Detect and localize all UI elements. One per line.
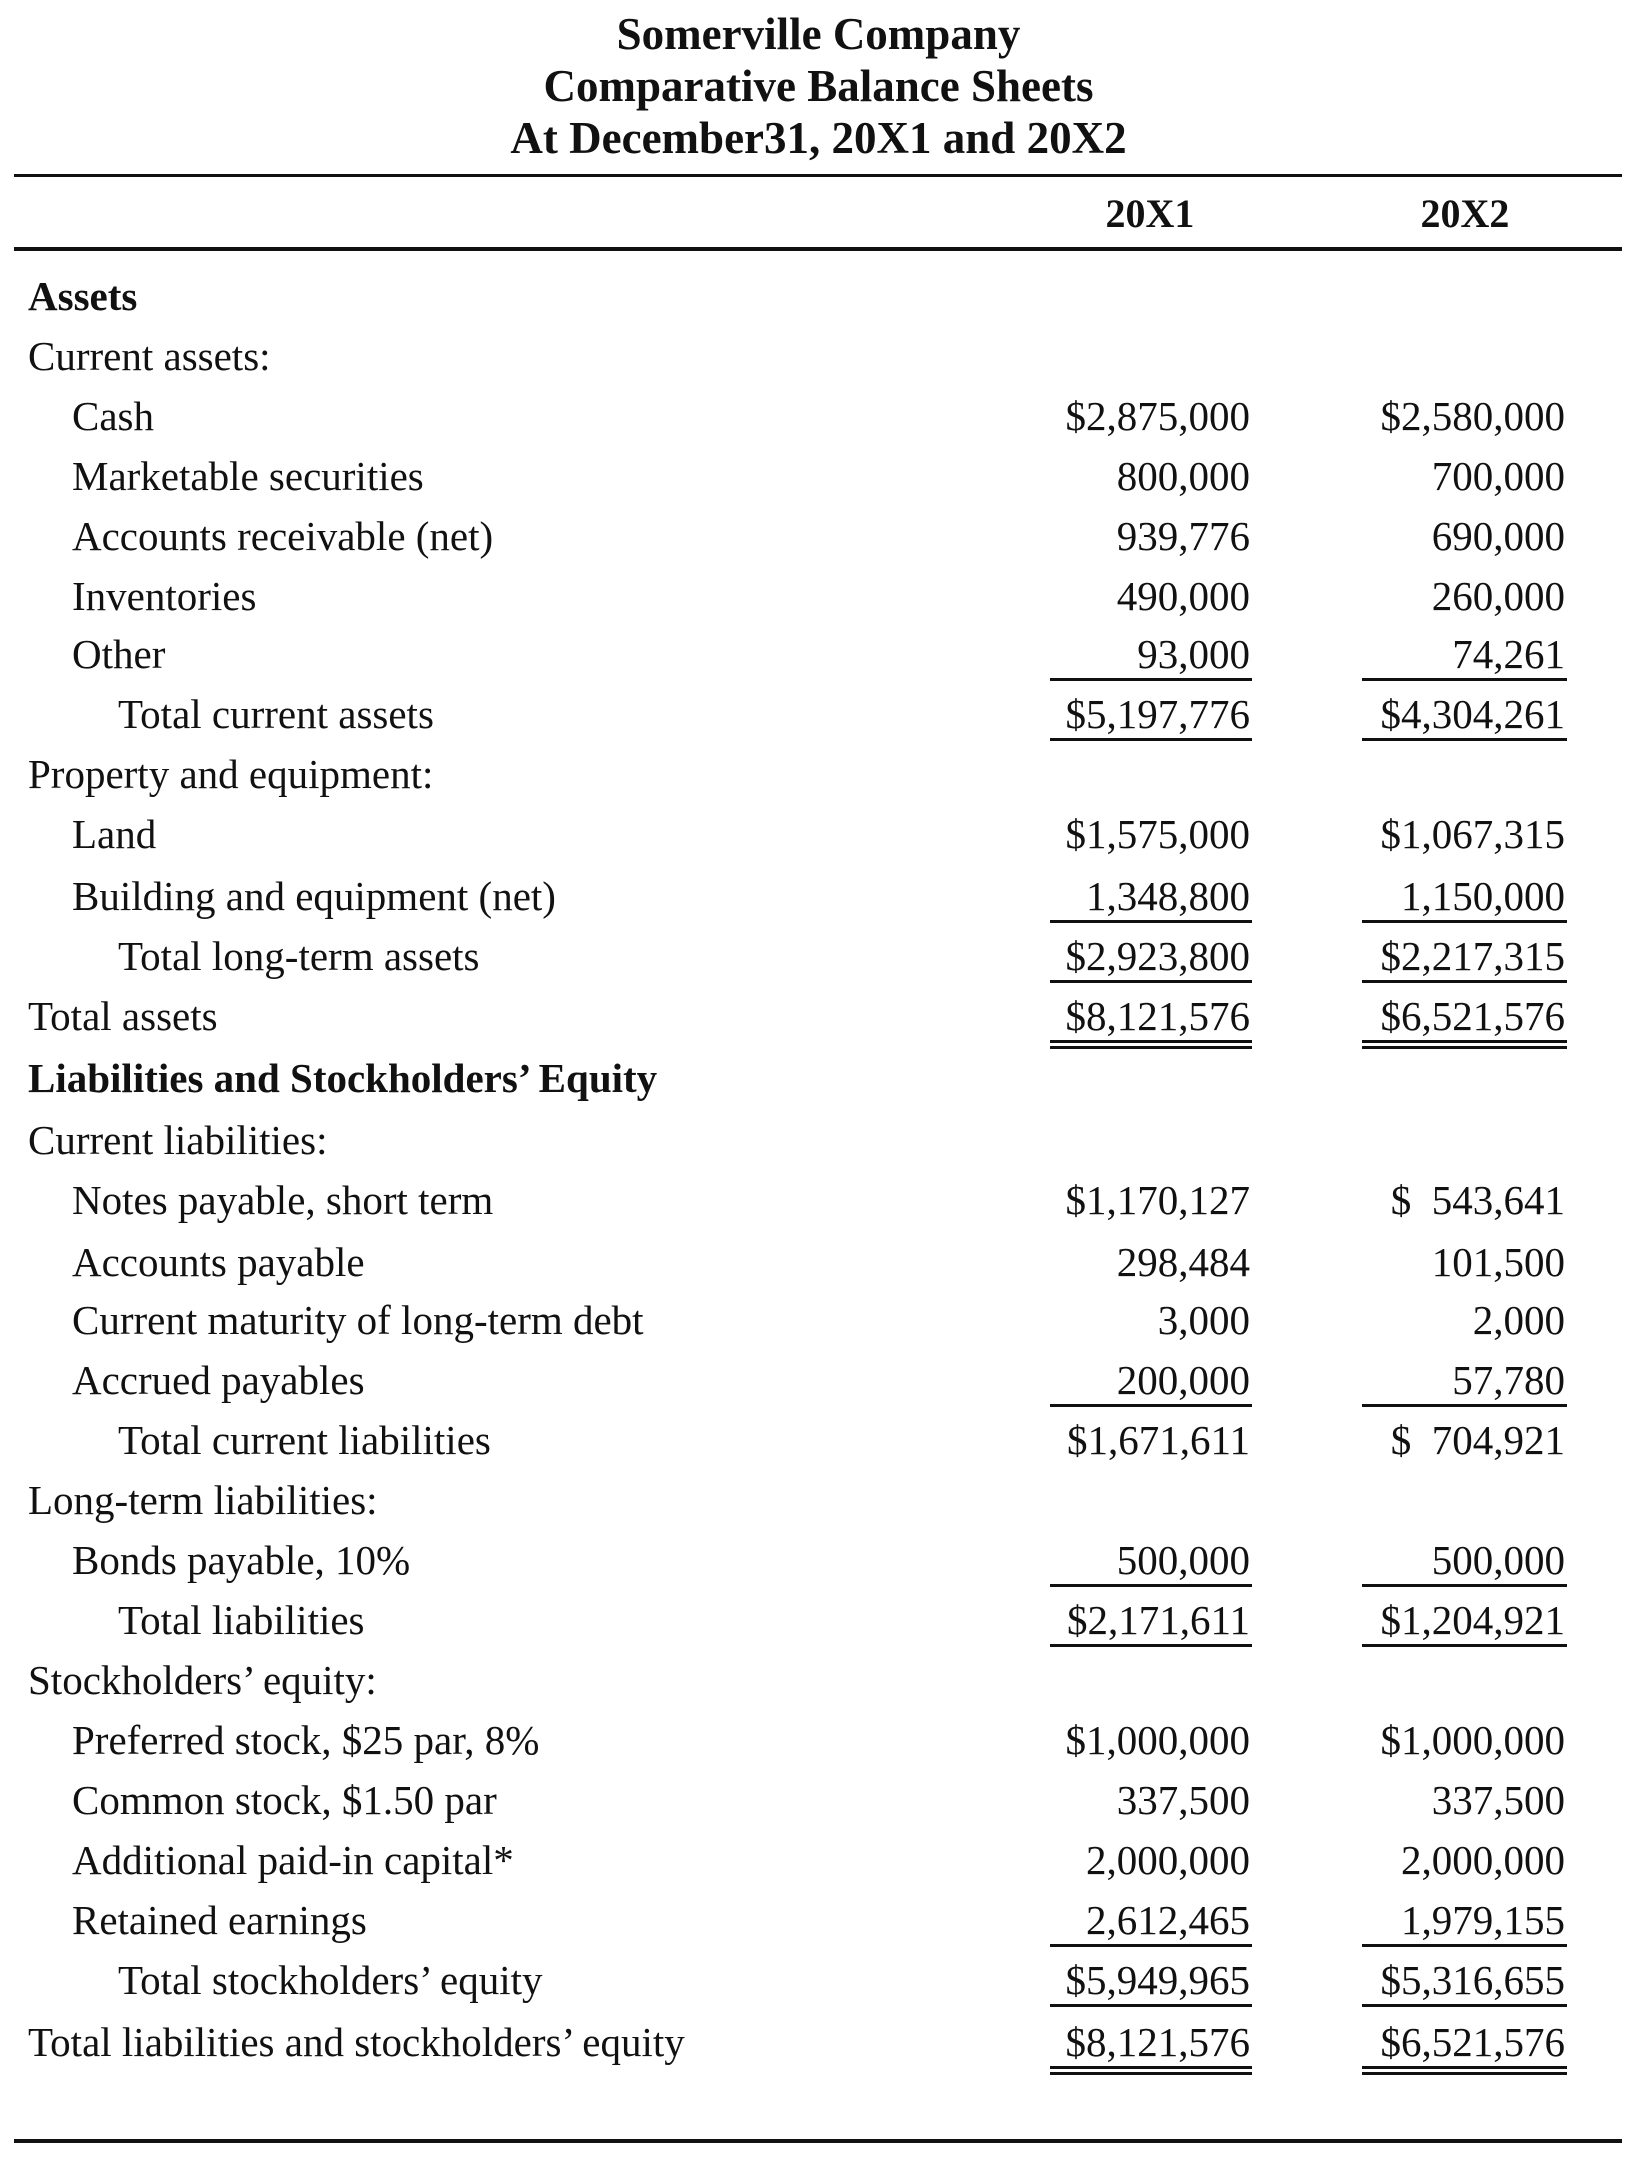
row-label: Building and equipment (net) — [72, 873, 556, 919]
value-20x2: 1,979,155 — [1401, 1897, 1565, 1943]
row-label: Current maturity of long-term debt — [72, 1297, 644, 1343]
value-20x1: 1,348,800 — [1086, 873, 1250, 919]
row-label: Property and equipment: — [28, 751, 434, 797]
row-label: Bonds payable, 10% — [72, 1537, 411, 1583]
value-20x2: $ 704,921 — [1390, 1417, 1565, 1463]
header-rule — [14, 247, 1622, 251]
row-label: Liabilities and Stockholders’ Equity — [28, 1055, 658, 1101]
value-20x1: $5,949,965 — [1065, 1957, 1250, 2003]
value-20x2: $1,067,315 — [1380, 811, 1565, 857]
table-row — [0, 1044, 1637, 1106]
value-20x1: $2,923,800 — [1065, 933, 1250, 979]
table-row — [0, 620, 1637, 682]
table-row — [0, 982, 1637, 1044]
value-20x2: 101,500 — [1431, 1239, 1565, 1285]
row-label: Accounts receivable (net) — [72, 513, 494, 559]
value-20x1 — [1040, 332, 1250, 334]
row-label: Accounts payable — [72, 1239, 365, 1285]
value-20x1: 500,000 — [1116, 1537, 1250, 1583]
value-20x2 — [1355, 1054, 1565, 1056]
statement-header — [0, 8, 1637, 164]
row-label: Inventories — [72, 573, 257, 619]
double-underline — [1050, 2066, 1252, 2075]
value-20x1 — [1040, 1116, 1250, 1118]
row-label: Long-term liabilities: — [28, 1477, 378, 1523]
table-row — [0, 1886, 1637, 1948]
row-label: Total liabilities and stockholders’ equity — [28, 2019, 685, 2065]
value-20x2: 2,000 — [1472, 1297, 1565, 1343]
value-20x1 — [1040, 1476, 1250, 1478]
row-label: Additional paid-in capital* — [72, 1837, 514, 1883]
value-20x2: 74,261 — [1452, 631, 1565, 677]
value-20x2: 700,000 — [1431, 453, 1565, 499]
table-row — [0, 1706, 1637, 1768]
underline — [1050, 2004, 1252, 2007]
table-row — [0, 1346, 1637, 1408]
row-label: Notes payable, short term — [72, 1177, 494, 1223]
table-row — [0, 1166, 1637, 1228]
value-20x1 — [1040, 1656, 1250, 1658]
statement-title: Comparative Balance Sheets — [543, 61, 1094, 111]
bottom-rule — [14, 2139, 1622, 2143]
value-20x1: 93,000 — [1137, 631, 1250, 677]
table-row — [0, 1766, 1637, 1828]
row-label: Other — [72, 631, 166, 677]
row-label: Assets — [28, 273, 138, 319]
table-row — [0, 2008, 1637, 2070]
value-20x1: $8,121,576 — [1065, 2019, 1250, 2065]
value-20x1: 200,000 — [1116, 1357, 1250, 1403]
table-row — [0, 1406, 1637, 1468]
value-20x1: $5,197,776 — [1065, 691, 1250, 737]
value-20x1: $1,671,611 — [1067, 1417, 1250, 1463]
table-row — [0, 1466, 1637, 1528]
table-row — [0, 1286, 1637, 1348]
row-label: Total long-term assets — [118, 933, 480, 979]
table-row — [0, 1946, 1637, 2008]
value-20x2: $1,204,921 — [1380, 1597, 1565, 1643]
table-row — [0, 382, 1637, 444]
top-rule — [14, 174, 1622, 177]
value-20x2: 2,000,000 — [1401, 1837, 1565, 1883]
table-row — [0, 562, 1637, 624]
row-label: Current liabilities: — [28, 1117, 328, 1163]
column-header-20x2: 20X2 — [1420, 191, 1510, 236]
value-20x2 — [1355, 1656, 1565, 1658]
table-row — [0, 740, 1637, 802]
row-label: Stockholders’ equity: — [28, 1657, 377, 1703]
statement-period: At December31, 20X1 and 20X2 — [510, 113, 1127, 163]
table-row — [0, 1826, 1637, 1888]
value-20x2: 260,000 — [1431, 573, 1565, 619]
value-20x2: $4,304,261 — [1380, 691, 1565, 737]
row-label: Total assets — [28, 993, 218, 1039]
value-20x2 — [1355, 1116, 1565, 1118]
value-20x2: $6,521,576 — [1380, 993, 1565, 1039]
value-20x2: $2,217,315 — [1380, 933, 1565, 979]
value-20x2: $6,521,576 — [1380, 2019, 1565, 2065]
row-label: Accrued payables — [72, 1357, 365, 1403]
value-20x1: $1,000,000 — [1065, 1717, 1250, 1763]
column-header-20x1: 20X1 — [1105, 191, 1195, 236]
table-row — [0, 800, 1637, 862]
row-label: Retained earnings — [72, 1897, 367, 1943]
value-20x2 — [1355, 750, 1565, 752]
value-20x1: 2,000,000 — [1086, 1837, 1250, 1883]
table-row — [0, 862, 1637, 924]
value-20x1: 490,000 — [1116, 573, 1250, 619]
value-20x2: 57,780 — [1452, 1357, 1565, 1403]
row-label: Total stockholders’ equity — [118, 1957, 543, 2003]
row-label: Total current assets — [118, 691, 434, 737]
value-20x1: $1,575,000 — [1065, 811, 1250, 857]
underline — [1362, 2004, 1567, 2007]
row-label: Preferred stock, $25 par, 8% — [72, 1717, 540, 1763]
value-20x1: 3,000 — [1157, 1297, 1250, 1343]
value-20x1: $2,171,611 — [1067, 1597, 1250, 1643]
value-20x1: 939,776 — [1116, 513, 1250, 559]
table-row — [0, 442, 1637, 504]
value-20x1: $8,121,576 — [1065, 993, 1250, 1039]
value-20x2: 690,000 — [1431, 513, 1565, 559]
value-20x2: $1,000,000 — [1380, 1717, 1565, 1763]
value-20x1: 2,612,465 — [1086, 1897, 1250, 1943]
value-20x2: $2,580,000 — [1380, 393, 1565, 439]
value-20x1: $1,170,127 — [1065, 1177, 1250, 1223]
value-20x1 — [1040, 1054, 1250, 1056]
value-20x2: 1,150,000 — [1401, 873, 1565, 919]
row-label: Land — [72, 811, 157, 857]
value-20x2: 500,000 — [1431, 1537, 1565, 1583]
double-underline — [1362, 2066, 1567, 2075]
row-label: Total liabilities — [118, 1597, 365, 1643]
row-label: Current assets: — [28, 333, 271, 379]
value-20x1 — [1040, 750, 1250, 752]
value-20x2: 337,500 — [1431, 1777, 1565, 1823]
table-row — [0, 1228, 1637, 1290]
row-label: Cash — [72, 393, 154, 439]
table-row — [0, 680, 1637, 742]
value-20x2: $5,316,655 — [1380, 1957, 1565, 2003]
table-row — [0, 322, 1637, 384]
table-row — [0, 1526, 1637, 1588]
row-label: Total current liabilities — [118, 1417, 491, 1463]
value-20x1: 337,500 — [1116, 1777, 1250, 1823]
value-20x2: $ 543,641 — [1390, 1177, 1565, 1223]
table-row — [0, 1646, 1637, 1708]
value-20x1 — [1040, 272, 1250, 274]
table-row — [0, 1106, 1637, 1168]
value-20x1: 298,484 — [1116, 1239, 1250, 1285]
value-20x2 — [1355, 1476, 1565, 1478]
value-20x2 — [1355, 272, 1565, 274]
value-20x1: 800,000 — [1116, 453, 1250, 499]
table-row — [0, 262, 1637, 324]
value-20x1: $2,875,000 — [1065, 393, 1250, 439]
table-row — [0, 1586, 1637, 1648]
table-row — [0, 922, 1637, 984]
table-row — [0, 502, 1637, 564]
row-label: Common stock, $1.50 par — [72, 1777, 497, 1823]
value-20x2 — [1355, 332, 1565, 334]
row-label: Marketable securities — [72, 453, 424, 499]
company-name: Somerville Company — [616, 9, 1021, 59]
